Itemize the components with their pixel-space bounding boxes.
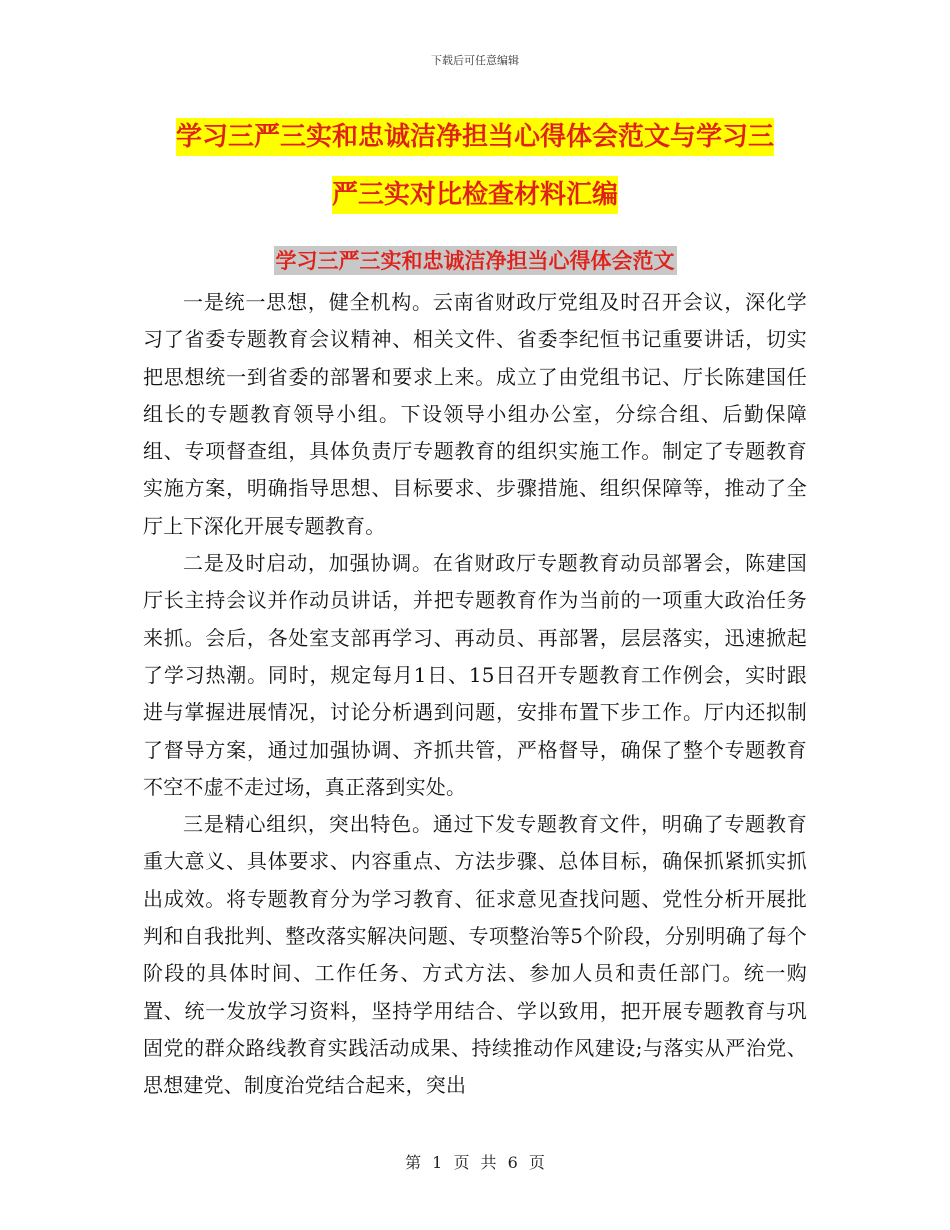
- page-number-footer: 第 1 页 共 6 页: [405, 1153, 545, 1172]
- document-title-line-2: 严三实对比检查材料汇编: [332, 176, 618, 214]
- document-body: [143, 284, 807, 1105]
- paragraph-3: 三是精心组织，突出特色。通过下发专题教育文件，明确了专题教育重大意义、具体要求、内容重点、方法步骤、总体目标，确保抓紧抓实抓出成效。将专题教育分为学习教育、征求意见查找问题、党性分析开展批判和自我批判、整改落实解决问题、专项整治等5个阶段，分别明确了每个阶段的具体时间、工作任务、方式方法、参加人员和责任部门。统一购置、统一发放学习资料，坚持学用结合、学以致用，把开展专题教育与巩固党的群众路线教育实践活动成果、持续推动作风建设;与落实从严治党、思想建党、制度治党结合起来，突出: [143, 812, 807, 1098]
- section-heading-text: 学习三严三实和忠诚洁净担当心得体会范文: [275, 248, 675, 273]
- document-title: [150, 108, 800, 224]
- paragraph-1: 一是统一思想，健全机构。云南省财政厅党组及时召开会议，深化学习了省委专题教育会议精神、相关文件、省委李纪恒书记重要讲话，切实把思想统一到省委的部署和要求上来。成立了由党组书记、厅长陈建国任组长的专题教育领导小组。下设领导小组办公室，分综合组、后勤保障组、专项督查组，具体负责厅专题教育的组织实施工作。制定了专题教育实施方案，明确指导思想、目标要求、步骤措施、组织保障等，推动了全厅上下深化开展专题教育。: [143, 290, 807, 538]
- paragraph-2: 二是及时启动，加强协调。在省财政厅专题教育动员部署会，陈建国厅长主持会议并作动员讲话，并把专题教育作为当前的一项重大政治任务来抓。会后，各处室支部再学习、再动员、再部署，层层落实，迅速掀起了学习热潮。同时，规定每月1日、15日召开专题教育工作例会，实时跟进与掌握进展情况，讨论分析遇到问题，安排布置下步工作。厅内还拟制了督导方案，通过加强协调、齐抓共管，严格督导，确保了整个专题教育不空不虚不走过场，真正落到实处。: [143, 551, 807, 799]
- document-title-line-1: 学习三严三实和忠诚洁净担当心得体会范文与学习三: [176, 118, 774, 156]
- section-heading: [0, 246, 950, 276]
- header-note: 下载后可任意编辑: [431, 54, 519, 67]
